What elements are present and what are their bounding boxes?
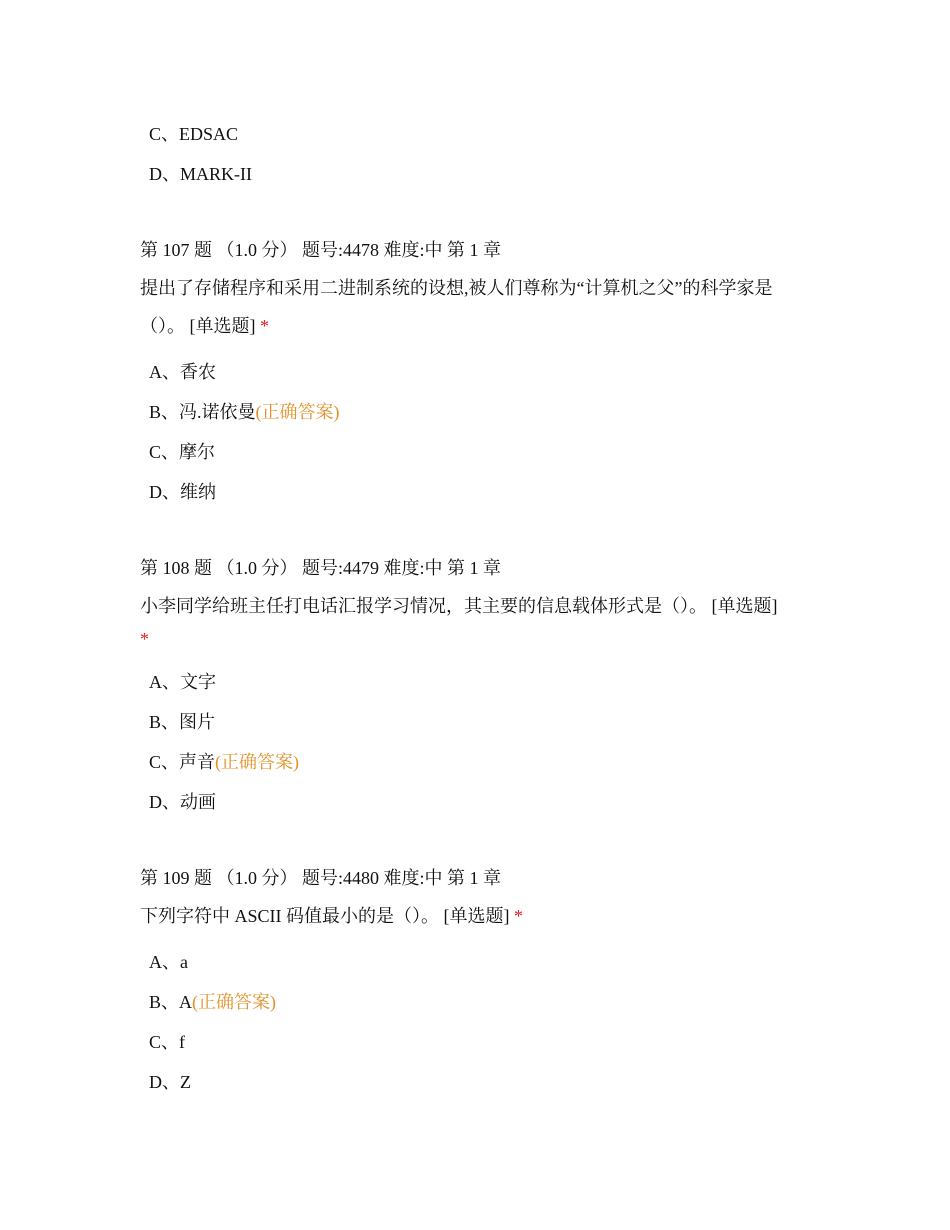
option-c: [149, 751, 299, 773]
required-star: *: [260, 316, 269, 336]
question-108-text-continued: [140, 628, 820, 650]
question-107-text: 提出了存储程序和采用二进制系统的设想,被人们尊称为“计算机之父”的科学家是: [140, 278, 773, 298]
correct-answer-tag: (正确答案): [192, 992, 277, 1012]
option-b: [149, 401, 340, 423]
required-star: *: [140, 629, 149, 649]
required-star: *: [514, 906, 523, 926]
option-label: B、A: [149, 992, 193, 1012]
correct-answer-tag: (正确答案): [215, 752, 300, 772]
option-label: D、维纳: [149, 482, 216, 502]
option-label: D、Z: [149, 1072, 191, 1092]
option-c: [149, 1031, 185, 1053]
question-type-label: （）。 [单选题]: [140, 316, 256, 336]
option-label: B、图片: [149, 712, 216, 732]
option-b: [149, 711, 215, 733]
option-label: A、文字: [149, 672, 216, 692]
option-label: C、声音: [149, 752, 216, 772]
correct-answer-tag: (正确答案): [255, 402, 340, 422]
question-109-text: [140, 905, 820, 927]
option-d: [149, 791, 216, 813]
question-109-header: 第 109 题 （1.0 分） 题号:4480 难度:中 第 1 章: [140, 868, 502, 888]
option-label: D、动画: [149, 792, 216, 812]
option-label: A、a: [149, 952, 188, 972]
question-text: 下列字符中 ASCII 码值最小的是（）。 [单选题]: [140, 906, 510, 926]
option-label: A、香农: [149, 362, 216, 382]
option-label: B、冯.诺依曼: [149, 402, 256, 422]
option-d: [149, 1071, 191, 1093]
option-d: D、MARK-II: [149, 164, 252, 184]
question-108-text: 小李同学给班主任打电话汇报学习情况，其主要的信息载体形式是（）。 [单选题]: [140, 596, 778, 616]
question-107-text-continued: [140, 315, 820, 337]
option-a: [149, 671, 216, 693]
option-label: C、摩尔: [149, 442, 216, 462]
option-a: [149, 951, 188, 973]
question-108-header: 第 108 题 （1.0 分） 题号:4479 难度:中 第 1 章: [140, 558, 502, 578]
option-c: [149, 441, 215, 463]
option-d: [149, 481, 216, 503]
option-label: C、f: [149, 1032, 185, 1052]
question-107-header: 第 107 题 （1.0 分） 题号:4478 难度:中 第 1 章: [140, 240, 502, 260]
option-c: C、EDSAC: [149, 124, 239, 144]
option-a: [149, 361, 216, 383]
option-b: [149, 991, 276, 1013]
